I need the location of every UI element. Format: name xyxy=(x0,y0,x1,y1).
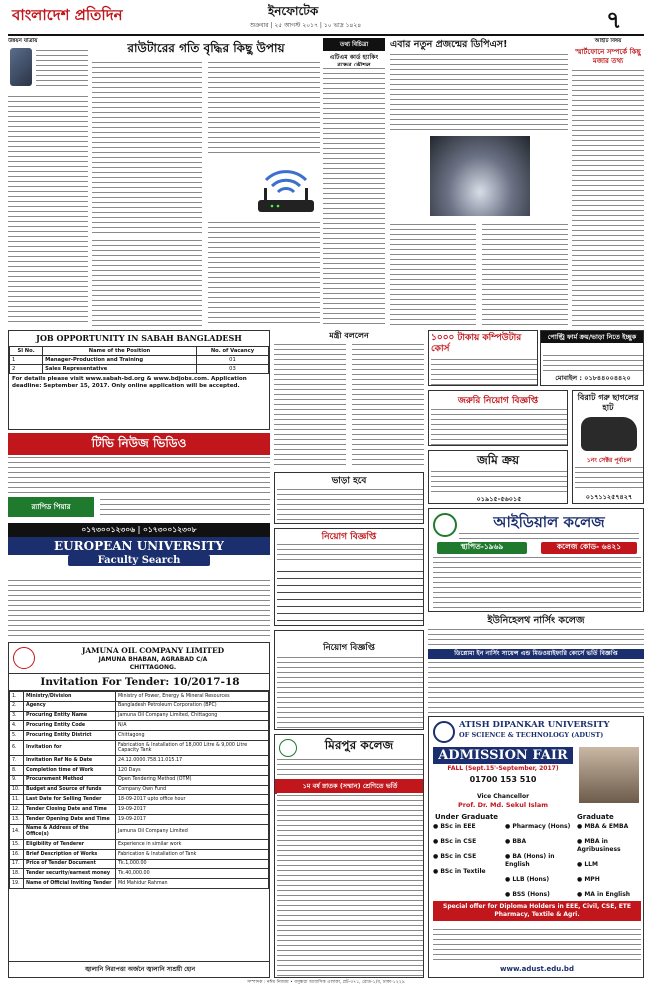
table-cell: Tender Closing Date and Time xyxy=(24,805,116,815)
table-cell: Ministry/Division xyxy=(24,692,116,702)
table-cell: Tender Opening Date and Time xyxy=(24,814,116,824)
table-cell: Fabrication & Installation of 18,000 Litre & 9,000 Litre Capacity Tank xyxy=(116,740,269,755)
mirpur-band: ১ম বর্ষ স্নাতক (সম্মান) শ্রেণিতে ভর্তি xyxy=(275,779,424,794)
ideal-logo xyxy=(433,513,457,537)
notice-ad xyxy=(274,528,424,626)
computer-course-ad xyxy=(428,330,538,386)
router-kicker: উন্নয়ন যাত্রায় xyxy=(8,38,38,44)
table-cell: 24.12.0000.758.11.015.17 xyxy=(116,756,269,766)
table-row xyxy=(10,879,269,889)
table-cell: Procuring Entity Name xyxy=(24,711,116,721)
masthead-rule xyxy=(8,34,644,36)
job-header-sl: Sl No. xyxy=(10,347,43,356)
land-title: জমি ক্রয় xyxy=(476,453,520,467)
program-item: ● MA in English xyxy=(577,891,631,898)
job-header-position: Name of the Position xyxy=(43,347,197,356)
table-row xyxy=(10,775,269,785)
table-cell: Ministry of Power, Energy & Mineral Resources xyxy=(116,692,269,702)
table-cell: Name of Official Inviting Tender xyxy=(24,879,116,889)
adust-hotline: 01700 153 510 xyxy=(469,775,537,784)
table-row xyxy=(10,869,269,879)
cattle-sub: ১নং সেক্টর পূর্বাচল xyxy=(586,457,632,464)
table-cell: 3. xyxy=(10,711,24,721)
table-cell: Company Own Fund xyxy=(116,785,269,795)
adust-admission-ad xyxy=(428,716,644,978)
program-item: ● MBA in Agribusiness xyxy=(577,838,621,853)
program-item: ● BSS (Hons) xyxy=(505,891,550,898)
router-sidebar xyxy=(8,38,88,328)
table-cell: Procurement Method xyxy=(24,775,116,785)
table-cell: Open Tendering Method (OTM) xyxy=(116,775,269,785)
table-cell: Tk.40,000.00 xyxy=(116,869,269,879)
table-cell: Name & Address of the Office(s) xyxy=(24,824,116,839)
table-row: 2 Sales Representative 03 xyxy=(10,365,269,374)
poultry-mobile: মোবাইল : ০১৮৪৪০০৪৪২০ xyxy=(555,374,631,382)
cattle-title: বিরাট গরু ছাগলের হাট xyxy=(577,393,639,412)
eu-sub: Faculty Search xyxy=(68,555,210,566)
program-item: ● BSc in CSE xyxy=(433,853,477,860)
table-cell: 19-09-2017 xyxy=(116,814,269,824)
niyog2-title: নিয়োগ বিজ্ঞপ্তি xyxy=(323,643,375,653)
notice-title: নিয়োগ বিজ্ঞপ্তি xyxy=(321,532,377,542)
table-cell: 19. xyxy=(10,879,24,889)
jocl-tender: Invitation For Tender: 10/2017-18 xyxy=(9,673,270,691)
tv-title: টিভি নিউজ ভিডিও xyxy=(8,433,270,457)
table-row xyxy=(10,701,269,711)
adust-col3 xyxy=(577,823,643,906)
adust-vc-name: Prof. Dr. Md. Sekul Islam xyxy=(457,801,549,809)
jocl-addr2: CHITTAGONG. xyxy=(129,664,177,671)
adust-sub: OF SCIENCE & TECHNOLOGY (ADUST) xyxy=(459,731,604,739)
program-item: ● MBA & EMBA xyxy=(577,823,629,830)
table-row xyxy=(10,711,269,721)
table-cell: 4. xyxy=(10,721,24,731)
table-row xyxy=(10,731,269,741)
issue-date: শুক্রবার | ২৫ আগস্ট ২০১৭ | ১০ ভাদ্র ১৪২৪ xyxy=(250,22,362,29)
table-cell: 12. xyxy=(10,805,24,815)
table-cell: 6. xyxy=(10,740,24,755)
table-cell: Agency xyxy=(24,701,116,711)
router-article xyxy=(92,38,320,328)
table-cell: 120 Days xyxy=(116,766,269,776)
job-opportunity-ad xyxy=(8,330,270,430)
minister-article xyxy=(274,330,424,468)
table-cell: Budget and Source of funds xyxy=(24,785,116,795)
health-title: স্মার্টফোনে সম্পর্কে কিছু মজার তথ্য xyxy=(575,48,641,65)
table-cell: 16. xyxy=(10,849,24,859)
program-item: ● BSc in EEE xyxy=(433,823,476,830)
jocl-logo xyxy=(13,647,35,669)
adust-col1 xyxy=(433,823,501,883)
table-row xyxy=(10,859,269,869)
adust-grad-label: Graduate xyxy=(577,813,614,821)
ideal-code: কলেজ কোড- ৬৪২১ xyxy=(541,542,637,554)
table-row xyxy=(10,721,269,731)
table-cell: 9. xyxy=(10,775,24,785)
table-cell: Experience in similar work xyxy=(116,840,269,850)
nursing-band: ডিপ্লোমা ইন নার্সিং সায়েন্স এন্ড মিডওয়াইফারি কোর্সে ভর্তি বিজ্ঞপ্তি xyxy=(428,649,644,659)
table-cell: 17. xyxy=(10,859,24,869)
table-cell: Tender security/earnest money xyxy=(24,869,116,879)
table-cell: 18-09-2017 upto office hour xyxy=(116,795,269,805)
land-purchase-ad xyxy=(428,450,568,504)
mirpur-college-ad xyxy=(274,734,424,978)
adust-special: Special offer for Diploma Holders in EEE, Civil, CSE, ETE Pharmacy, Textile & Agri. xyxy=(433,901,641,921)
table-cell: Invitation Ref No & Date xyxy=(24,756,116,766)
table-row xyxy=(10,840,269,850)
ideal-name: আইডিয়াল কলেজ xyxy=(493,513,605,531)
table-row: 1 Manager-Production and Training 01 xyxy=(10,356,269,365)
vc-photo xyxy=(579,747,639,803)
notice-table xyxy=(277,565,423,625)
table-cell: Jamuna Oil Company Limited, Chittagong xyxy=(116,711,269,721)
urgent-hiring-ad xyxy=(428,390,568,446)
wifi-router-image xyxy=(252,158,320,216)
adust-web: www.adust.edu.bd xyxy=(500,965,574,973)
table-cell: Chittagong xyxy=(116,731,269,741)
cattle-phone: ০১৭১১২৫৭৪২৭ xyxy=(585,493,633,501)
gadget-title: এবার নতুন প্রজন্মের ডিপিএস! xyxy=(390,39,508,50)
table-cell: Price of Tender Document xyxy=(24,859,116,869)
table-cell: 8. xyxy=(10,766,24,776)
table-cell: Brief Description of Works xyxy=(24,849,116,859)
projector-image xyxy=(430,136,530,216)
table-cell: 19-09-2017 xyxy=(116,805,269,815)
table-cell: Jamuna Oil Company Limited xyxy=(116,824,269,839)
info-title: তথ্য বিচিত্রা xyxy=(323,38,385,51)
table-row xyxy=(10,824,269,839)
table-row xyxy=(10,814,269,824)
ideal-college-ad xyxy=(428,508,644,612)
table-cell: Eligibility of Tenderer xyxy=(24,840,116,850)
table-cell: 13. xyxy=(10,814,24,824)
eu-body xyxy=(8,578,270,638)
program-item: ● BA (Hons) in English xyxy=(505,853,555,868)
adust-vc-label: Vice Chancellor xyxy=(476,793,530,800)
adust-logo xyxy=(433,721,455,743)
table-cell: 10. xyxy=(10,785,24,795)
table-cell: 11. xyxy=(10,795,24,805)
info-subtitle: এটিএম কার্ড হ্যাকিং xyxy=(329,54,379,61)
jocl-name: JAMUNA OIL COMPANY LIMITED xyxy=(81,646,225,655)
table-row xyxy=(10,849,269,859)
rental-title: ভাড়া হবে xyxy=(331,476,367,486)
program-item: ● LLM xyxy=(577,861,598,868)
table-cell: 2. xyxy=(10,701,24,711)
table-cell: 18. xyxy=(10,869,24,879)
page-number: ৭ xyxy=(606,6,622,34)
table-cell: 14. xyxy=(10,824,24,839)
job-note: For details please visit www.sabah-bd.org & www.bdjobs.com. Application deadline: September 15, 2017. Only online application will be accepted. xyxy=(12,376,247,389)
poultry-ad xyxy=(540,330,644,386)
table-cell: 15. xyxy=(10,840,24,850)
page-footer: সম্পাদক : নঈম নিজাম • বসুন্ধরা আবাসিক এলাকা, প্লট-৩৭১, রোড-১/ব, ঢাকা-১২২৯ xyxy=(247,980,405,984)
phone-image xyxy=(10,48,32,86)
minister-title: মন্ত্রী বললেন xyxy=(329,331,369,340)
nursing-college-ad xyxy=(428,614,644,714)
tv-phone: ০১৭৩০০১২৩০৬ | ০১৭৩০০১২৩০৮ xyxy=(8,523,270,539)
table-cell: Procuring Entity District xyxy=(24,731,116,741)
tv-name: র‌্যাপিড পিয়ার xyxy=(8,497,94,517)
table-cell: Invitation for xyxy=(24,740,116,755)
program-item: ● BSc in CSE xyxy=(433,838,477,845)
poultry-title: পোল্ট্রি ফার্ম ক্রয়/ভাড়া নিতে ইচ্ছুক xyxy=(541,331,643,343)
program-item: ● Pharmacy (Hons) xyxy=(505,823,571,830)
table-row xyxy=(10,795,269,805)
eu-name: EUROPEAN UNIVERSITY xyxy=(8,537,270,555)
job-title: JOB OPPORTUNITY IN SABAH BANGLADESH xyxy=(36,333,242,343)
table-cell: Completion time of Work xyxy=(24,766,116,776)
paper-name: বাংলাদেশ প্রতিদিন xyxy=(12,6,123,24)
health-kicker: আইটি বিষয় xyxy=(594,38,622,44)
masthead xyxy=(0,0,650,34)
program-item: ● LLB (Hons) xyxy=(505,876,550,883)
adust-name: ATISH DIPANKAR UNIVERSITY xyxy=(459,720,610,730)
table-cell: 1. xyxy=(10,692,24,702)
table-cell: Bangladesh Petroleum Corporation (BPC) xyxy=(116,701,269,711)
table-row xyxy=(10,805,269,815)
table-cell: N/A xyxy=(116,721,269,731)
table-row xyxy=(10,756,269,766)
rental-ad xyxy=(274,472,424,524)
nursing-title: ইউনিহেলথ নার্সিং কলেজ xyxy=(487,615,585,626)
table-cell: 5. xyxy=(10,731,24,741)
jocl-footer: জ্বালানি নিরাপত্তা অর্জনে জ্বালানি সাশ্রয়ী হোন xyxy=(9,961,270,977)
cattle-market-ad xyxy=(572,390,644,504)
ideal-estd: স্থাপিত-১৯৬৯ xyxy=(437,542,527,554)
recruitment-ad xyxy=(274,630,424,730)
table-cell: Last Date for Selling Tender xyxy=(24,795,116,805)
router-title: রাউটারের গতি বৃদ্ধির কিছু উপায় xyxy=(127,41,285,55)
section-name: ইনফোটেক xyxy=(268,4,319,18)
job-header-vacancy: No. of Vacancy xyxy=(196,347,268,356)
urgent-title: জরুরি নিয়োগ বিজ্ঞপ্তি xyxy=(457,396,539,406)
program-item: ● BSc in Textile xyxy=(433,868,486,875)
job-table xyxy=(9,346,269,374)
gadget-article xyxy=(390,38,568,328)
mirpur-name: মিরপুর কলেজ xyxy=(324,738,394,752)
adust-fair: ADMISSION FAIR xyxy=(433,747,573,764)
adust-ug-label: Under Graduate xyxy=(435,813,499,821)
jocl-table xyxy=(9,691,269,889)
cow-image xyxy=(581,417,637,451)
table-row xyxy=(10,785,269,795)
program-item: ● MPH xyxy=(577,876,600,883)
ad1000-text: ১০০০ টাকায় কম্পিউটার কোর্স xyxy=(431,333,522,354)
adust-col2 xyxy=(505,823,575,906)
table-cell: Md Mahidur Rahman xyxy=(116,879,269,889)
table-row xyxy=(10,766,269,776)
jocl-addr1: JAMUNA BHABAN, AGRABAD C/A xyxy=(98,656,208,663)
table-row xyxy=(10,692,269,702)
info-column xyxy=(323,38,385,328)
table-cell: Procuring Entity Code xyxy=(24,721,116,731)
health-column xyxy=(572,38,644,328)
land-phone: ০১৯১৫-৫৬০১৫ xyxy=(476,495,522,503)
table-row xyxy=(10,740,269,755)
table-cell: 7. xyxy=(10,756,24,766)
table-cell: Tk.1,000.00 xyxy=(116,859,269,869)
tv-news-ad xyxy=(8,433,270,575)
adust-fair-dates: FALL (Sept.15'-September, 2017) xyxy=(447,765,559,772)
jamuna-oil-tender xyxy=(8,642,270,978)
program-item: ● BBA xyxy=(505,838,527,845)
table-cell: Fabrication & Installation of Tank xyxy=(116,849,269,859)
